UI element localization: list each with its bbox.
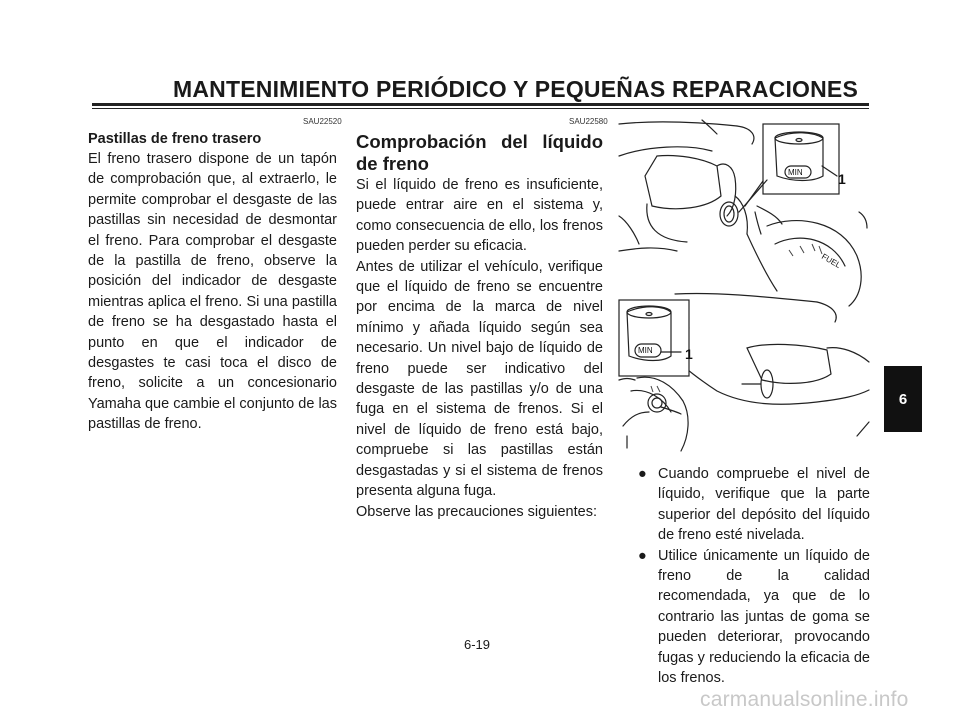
list-item (636, 546, 870, 689)
section-heading-rear-pads: Pastillas de freno trasero (88, 131, 262, 147)
callout-number-top: 1 (838, 171, 846, 187)
header-rule-thick (92, 103, 869, 106)
brake-fluid-paragraph-1: Si el líquido de freno es insuficiente, puede entrar aire en el sistema y, como consecuencia de ello, los frenos pueden perder su eficacia. (356, 177, 603, 255)
header-rule-thin (92, 108, 869, 109)
fuel-gauge-label: FUEL (820, 251, 843, 270)
middle-column (356, 131, 603, 522)
section-heading-brake-fluid: Comprobación del líquido de freno (356, 131, 603, 174)
section-code-middle: SAU22580 (569, 117, 608, 126)
brake-fluid-paragraph-3: Observe las precauciones siguientes: (356, 503, 597, 520)
bullet-text-1: Cuando compruebe el nivel de líquido, verifique que la parte superior del depósito del líquido de freno esté nivelada. (658, 466, 870, 544)
callout-number-bottom: 1 (685, 346, 693, 362)
bullet-icon: ● (638, 547, 647, 564)
page-header-title: MANTENIMIENTO PERIÓDICO Y PEQUEÑAS REPARACIONES (173, 76, 859, 102)
brake-reservoir-illustration (617, 116, 870, 454)
section-body-rear-pads: El freno trasero dispone de un tapón de comprobación que, al extraerlo, le permite comprobar el desgaste de las pastillas sin necesidad de desmontar el freno. Para comprobar el desgaste de la pastilla de freno, observe la posición del indicador de desgaste mientras aplica el freno. Si una pastilla de freno se ha desgastado hasta el punto en que el indicador de desgastes te casi toca el disco de freno, solicite a un concesionario Yamaha que cambie el conjunto de las pastillas de freno. (88, 151, 337, 433)
page-number: 6-19 (464, 637, 491, 652)
chapter-tab: 6 (884, 366, 922, 432)
precautions-list (636, 464, 870, 688)
min-mark-label-bottom: MIN (638, 346, 653, 355)
section-code-left: SAU22520 (303, 117, 342, 126)
left-column (88, 129, 337, 435)
watermark: carmanualsonline.info (700, 688, 909, 711)
bullet-text-2: Utilice únicamente un líquido de freno de la calidad recomendada, ya que de lo contrario las juntas de goma se pueden deteriorar, provocando fugas y reduciendo la eficacia de los frenos. (658, 547, 870, 687)
list-item (636, 464, 870, 546)
brake-fluid-paragraph-2: Antes de utilizar el vehículo, verifique que el líquido de freno se encuentre por encima de la marca de nivel mínimo y añada líquido según sea necesario. Un nivel bajo de líquido de freno puede ser indicativo del desgaste de las pastillas y/o de una fuga en el sistema de frenos. Si el nivel de líquido de freno está bajo, compruebe si las pastillas están desgastadas y si el sistema de frenos presenta alguna fuga. (356, 258, 603, 500)
bullet-icon: ● (638, 466, 647, 482)
min-mark-label-top: MIN (788, 168, 803, 177)
